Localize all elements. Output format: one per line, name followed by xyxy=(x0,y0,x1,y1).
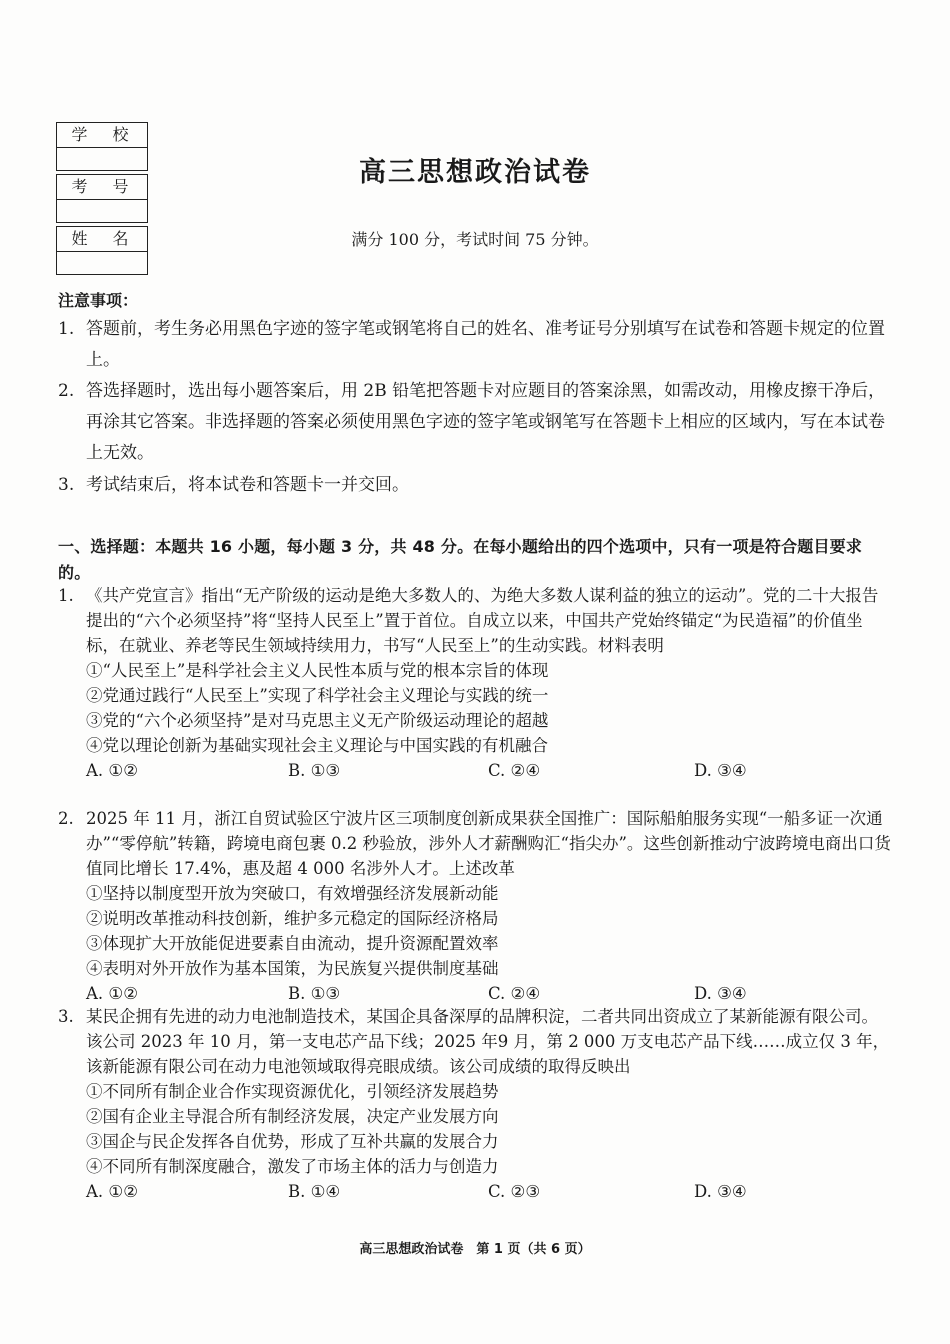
statement-option: ①“人民至上”是科学社会主义人民性本质与党的根本宗旨的体现 xyxy=(86,661,549,680)
school-box xyxy=(56,122,148,171)
choice-b[interactable]: B. ①④ xyxy=(288,1182,341,1201)
statement-option: ④不同所有制深度融合，激发了市场主体的活力与创造力 xyxy=(86,1157,499,1176)
choice-b[interactable]: B. ①③ xyxy=(288,984,341,1003)
statement-option: ④表明对外开放作为基本国策，为民族复兴提供制度基础 xyxy=(86,959,499,978)
question-number: 1. xyxy=(58,586,74,605)
question-stem: 2025 年 11 月，浙江自贸试验区宁波片区三项制度创新成果获全国推广：国际船舶服务实现“一船多证一次通办”“零停航”转籍，跨境电商包裹 0.2 秒验放，涉外人才薪酬购汇“指尖办”。这些创新推动宁波跨境电商出口货值同比增长 17.4%，惠及超 4 000 名涉外人才。上述改革 xyxy=(86,809,891,878)
question-1 xyxy=(58,583,894,783)
choice-a[interactable]: A. ①② xyxy=(86,761,138,780)
school-label: 学 校 xyxy=(57,123,147,148)
question-stem: 《共产党宣言》指出“无产阶级的运动是绝大多数人的、为绝大多数人谋利益的独立的运动”。党的二十大报告提出的“六个必须坚持”将“坚持人民至上”置于首位。自成立以来，中国共产党始终锚定“为民造福”的价值坐标，在就业、养老等民生领域持续用力，书写“人民至上”的生动实践。材料表明 xyxy=(86,586,879,655)
choice-a[interactable]: A. ①② xyxy=(86,984,138,1003)
statement-option: ③党的“六个必须坚持”是对马克思主义无产阶级运动理论的超越 xyxy=(86,711,549,730)
page-title: 高三思想政治试卷 xyxy=(359,157,591,188)
choice-c[interactable]: C. ②④ xyxy=(488,761,541,780)
section-title: 一、选择题：本题共 16 小题，每小题 3 分，共 48 分。在每小题给出的四个选项中，只有一项是符合题目要求的。 xyxy=(58,537,863,582)
notice-item xyxy=(58,314,894,376)
choice-d[interactable]: D. ③④ xyxy=(694,1182,747,1201)
notice-item xyxy=(58,470,894,501)
statement-option: ③国企与民企发挥各自优势，形成了互补共赢的发展合力 xyxy=(86,1132,499,1151)
question-2 xyxy=(58,806,894,1006)
notice-number: 3. xyxy=(58,475,75,495)
exam-info: 满分 100 分，考试时间 75 分钟。 xyxy=(351,230,599,249)
name-label: 姓 名 xyxy=(57,227,147,252)
notice-item xyxy=(58,376,894,469)
answer-choices xyxy=(86,981,894,1006)
notice-number: 1. xyxy=(58,319,75,339)
choice-a[interactable]: A. ①② xyxy=(86,1182,138,1201)
choice-c[interactable]: C. ②③ xyxy=(488,1182,541,1201)
answer-choices xyxy=(86,758,894,783)
choice-b[interactable]: B. ①③ xyxy=(288,761,341,780)
page-footer: 高三思想政治试卷 第 1 页（共 6 页） xyxy=(359,1242,591,1257)
exam-number-field[interactable] xyxy=(57,200,147,222)
choice-d[interactable]: D. ③④ xyxy=(694,984,747,1003)
notice-text: 考试结束后，将本试卷和答题卡一并交回。 xyxy=(86,475,409,495)
notice-heading: 注意事项： xyxy=(58,291,139,310)
school-field[interactable] xyxy=(57,148,147,170)
question-stem: 某民企拥有先进的动力电池制造技术，某国企具备深厚的品牌积淀，二者共同出资成立了某新能源有限公司。该公司 2023 年 10 月，第一支电芯产品下线；2025 年9 月，第 2 000 万支电芯产品下线……成立仅 3 年，该新能源有限公司在动力电池领域取得亮眼成绩。该公司成绩的取得反映出 xyxy=(86,1007,890,1076)
notice-number: 2. xyxy=(58,381,75,401)
statement-option: ②说明改革推动科技创新，维护多元稳定的国际经济格局 xyxy=(86,909,499,928)
exam-number-label: 考 号 xyxy=(57,175,147,200)
exam-number-box xyxy=(56,174,148,223)
notice-text: 答题前，考生务必用黑色字迹的签字笔或钢笔将自己的姓名、准考证号分别填写在试卷和答题卡规定的位置上。 xyxy=(86,319,885,370)
statement-option: ③体现扩大开放能促进要素自由流动，提升资源配置效率 xyxy=(86,934,499,953)
notice-text: 答选择题时，选出每小题答案后，用 2B 铅笔把答题卡对应题目的答案涂黑，如需改动，用橡皮擦干净后，再涂其它答案。非选择题的答案必须使用黑色字迹的签字笔或钢笔写在答题卡上相应的区域内，写在本试卷上无效。 xyxy=(86,381,886,463)
name-field[interactable] xyxy=(57,252,147,274)
statement-option: ①坚持以制度型开放为突破口，有效增强经济发展新动能 xyxy=(86,884,499,903)
question-3 xyxy=(58,1004,894,1204)
choice-d[interactable]: D. ③④ xyxy=(694,761,747,780)
choice-c[interactable]: C. ②④ xyxy=(488,984,541,1003)
name-box xyxy=(56,226,148,275)
question-number: 3. xyxy=(58,1007,74,1026)
statement-option: ②党通过践行“人民至上”实现了科学社会主义理论与实践的统一 xyxy=(86,686,549,705)
question-number: 2. xyxy=(58,809,74,828)
statement-option: ②国有企业主导混合所有制经济发展，决定产业发展方向 xyxy=(86,1107,499,1126)
answer-choices xyxy=(86,1179,894,1204)
statement-option: ①不同所有制企业合作实现资源优化，引领经济发展趋势 xyxy=(86,1082,499,1101)
statement-option: ④党以理论创新为基础实现社会主义理论与中国实践的有机融合 xyxy=(86,736,548,755)
